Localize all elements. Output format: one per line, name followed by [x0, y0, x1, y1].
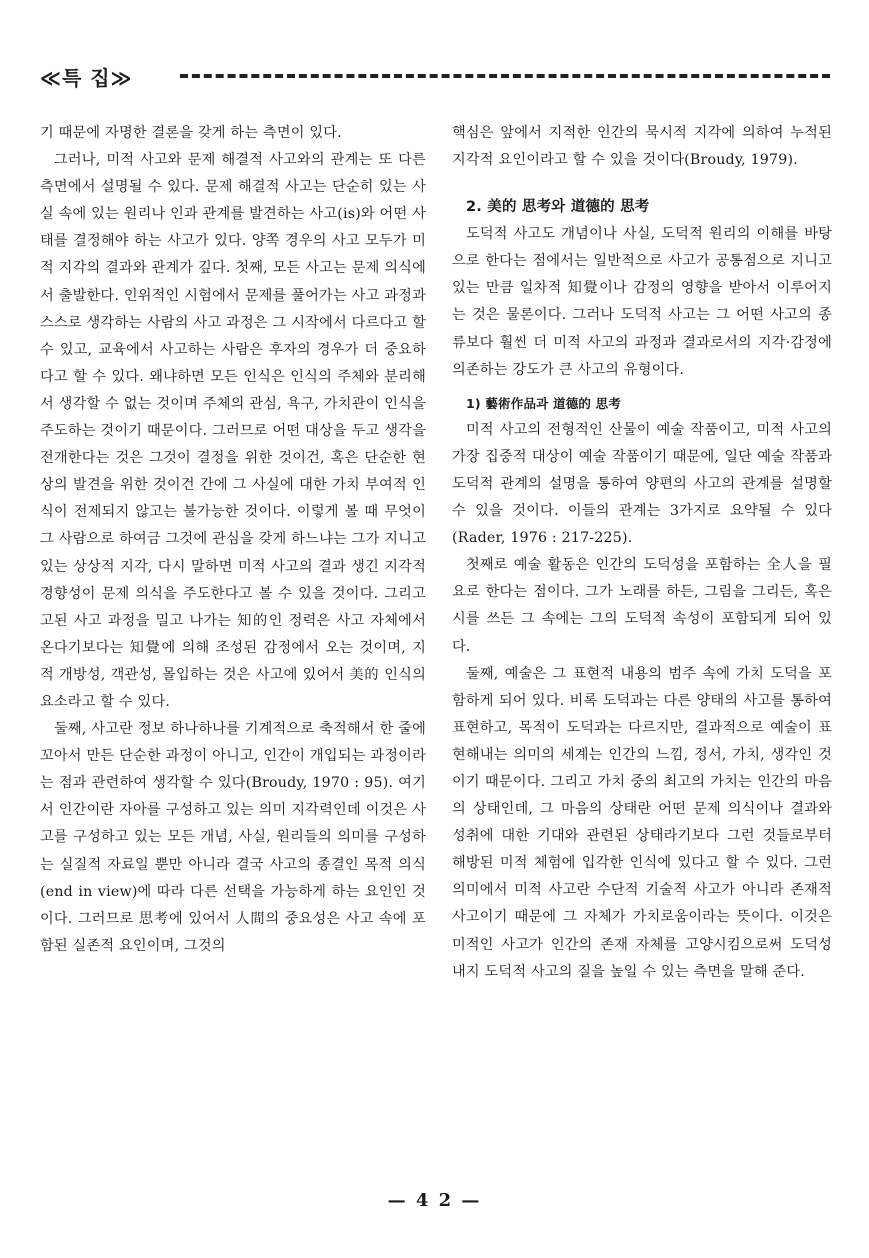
paragraph: 둘째, 사고란 정보 하나하나를 기계적으로 축적해서 한 줄에 꼬아서 만든 단순한 과정이 아니고, 인간이 개입되는 과정이라는 점과 관련하여 생각할 수 있다(Broudy, 1970 : 95). 여기서 인간이란 자아를 구성하고 있는 의미 지각력인데 이것은 사고를 구성하고 있는 모든 개념, 사실, 원리들의 의미를 구성하는 실질적 자료일 뿐만 아니라 결국 사고의 종결인 목적 의식(end in view)에 따라 다른 선택을 가능하게 하는 요인인 것이다. 그러므로 思考에 있어서 人間의 중요성은 사고 속에 포함된 실존적 요인이며, 그것의 [40, 721, 426, 954]
right-column [452, 120, 832, 986]
page-header [40, 56, 830, 96]
paragraph: 도덕적 사고도 개념이나 사실, 도덕적 원리의 이해를 바탕으로 한다는 점에서는 일반적으로 사고가 공통점으로 지니고 있는 만큼 일차적 知覺이나 감정의 영향을 받아서 이루어지는 것은 물론이다. 그러나 도덕적 사고는 그 어떤 사고의 종류보다 훨씬 더 미적 사고의 과정과 결과로서의 지각·감정에 의존하는 강도가 큰 사고의 유형이다. [452, 226, 832, 378]
page-number: — 4 2 — [387, 1190, 482, 1211]
paragraph: 핵심은 앞에서 지적한 인간의 묵시적 지각에 의하여 누적된 지각적 요인이라고 할 수 있을 것이다(Broudy, 1979). [452, 125, 832, 169]
section-heading: 2. 美的 思考와 道德的 思考 [466, 199, 650, 216]
header-dashed-rule [180, 74, 830, 78]
section-label: ≪특 집≫ [40, 66, 133, 90]
paragraph: 둘째, 예술은 그 표현적 내용의 범주 속에 가치 도덕을 포함하게 되어 있다. 비록 도덕과는 다른 양태의 사고를 통하여 표현하고, 목적이 도덕과는 다르지만, 결과적으로 예술이 표현해내는 의미의 세계는 인간의 느낌, 정서, 가치, 생각인 것이기 때문이다. 그리고 가치 중의 최고의 가치는 인간의 마음의 상태인데, 그 마음의 상태란 어떤 문제 의식이나 결과와 성취에 대한 기대와 관련된 상태라기보다 그런 것들로부터 해방된 미적 체험에 입각한 인식에 있다고 할 수 있다. 그런 의미에서 미적 사고란 수단적 기술적 사고가 아니라 존재적 사고이기 때문에 그 자체가 가치로움이라는 뜻이다. 이것은 미적인 사고가 인간의 존재 자체를 고양시킴으로써 도덕성 내지 도덕적 사고의 질을 높일 수 있는 측면을 말해 준다. [452, 665, 832, 980]
left-column [40, 120, 426, 960]
paragraph: 기 때문에 자명한 결론을 갖게 하는 측면이 있다. [40, 125, 342, 141]
subsection-heading: 1) 藝術作品과 道德的 思考 [466, 395, 622, 411]
paragraph: 첫째로 예술 활동은 인간의 도덕성을 포함하는 全人을 필요로 한다는 점이다. 그가 노래를 하든, 그림을 그리든, 혹은 시를 쓰든 그 속에는 그의 도덕적 속성이 포함되게 되어 있다. [452, 557, 832, 655]
paragraph: 그러나, 미적 사고와 문제 해결적 사고와의 관계는 또 다른 측면에서 설명될 수 있다. 문제 해결적 사고는 단순히 있는 사실 속에 있는 원리나 인과 관계를 발견하는 사고(is)와 어떤 사태를 결정해야 하는 사고가 있다. 양쪽 경우의 사고 모두가 미적 지각의 결과와 관계가 깊다. 첫째, 모든 사고는 문제 의식에서 출발한다. 인위적인 시험에서 문제를 풀어가는 사고 과정과 스스로 생각하는 사람의 사고 과정은 그 시작에서 다르다고 할 수 있고, 교육에서 사고하는 사람은 후자의 경우가 더 중요하다고 할 수 있다. 왜냐하면 모든 인식은 인식의 주체와 분리해서 생각할 수 없는 것이며 주체의 관심, 욕구, 가치관이 인식을 주도하는 것이기 때문이다. 그러므로 어떤 대상을 두고 생각을 전개한다는 것은 그것이 결정을 위한 것이건, 혹은 단순한 현상의 발견을 위한 것이건 간에 그 사실에 대한 가치 부여적 인식이 전제되지 않고는 불가능한 것이다. 이렇게 볼 때 무엇이 그 사람으로 하여금 그것에 관심을 갖게 하느냐는 그가 지니고 있는 상상적 지각, 다시 말하면 미적 사고의 결과 생긴 지각적 경향성이 문제 의식을 주도한다고 볼 수 있을 것이다. 그리고 고된 사고 과정을 밀고 나가는 知的인 정력은 사고 자체에서 온다기보다는 知覺에 의해 조성된 감정에서 오는 것이며, 지적 개방성, 객관성, 몰입하는 것은 사고에 있어서 美的 인식의 요소라고 할 수 있다. [40, 152, 426, 710]
paragraph: 미적 사고의 전형적인 산물이 예술 작품이고, 미적 사고의 가장 집중적 대상이 예술 작품이기 때문에, 일단 예술 작품과 도덕적 관계의 설명을 통하여 양편의 사고의 관계를 설명할 수 있을 것이다. 이들의 관계는 3가지로 요약될 수 있다(Rader, 1976 : 217-225). [452, 421, 832, 547]
